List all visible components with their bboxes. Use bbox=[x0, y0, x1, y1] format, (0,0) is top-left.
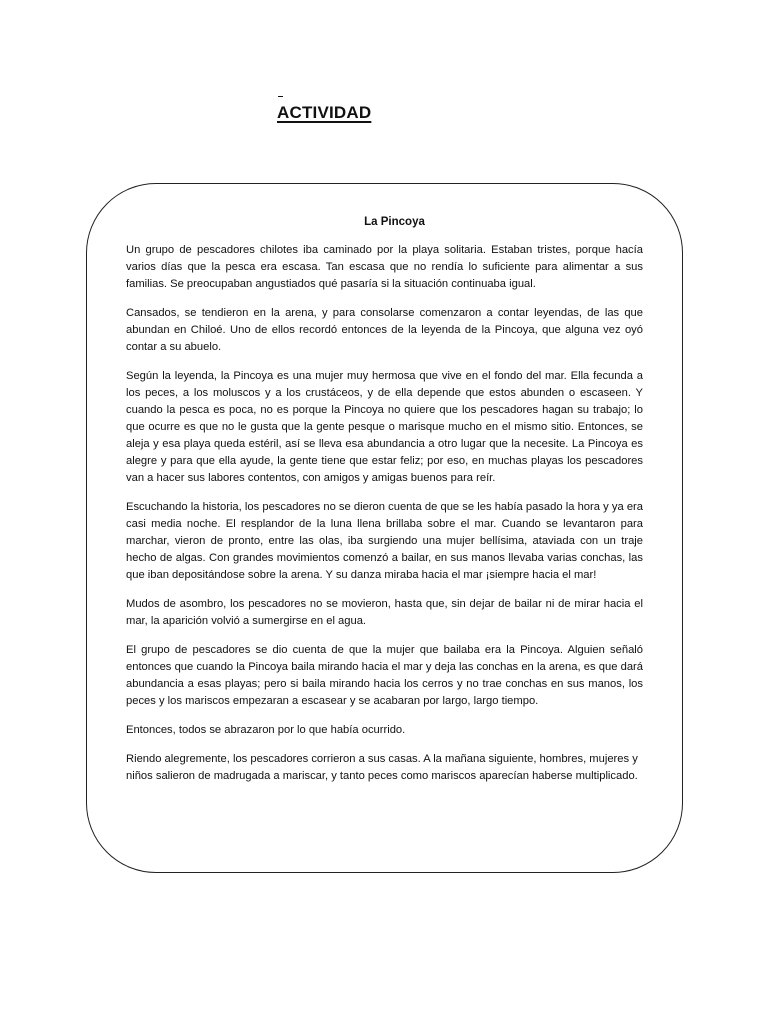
story-paragraph-8: Riendo alegremente, los pescadores corrieron a sus casas. A la mañana siguiente, hombres, mujeres y niños salieron de madrugada a mariscar, y tanto peces como mariscos aparecían haberse multiplicado. bbox=[126, 753, 638, 782]
story-paragraph-3: Según la leyenda, la Pincoya es una mujer muy hermosa que vive en el fondo del mar. Ella fecunda a los peces, a los moluscos y a los crustáceos, y de ella depende que estos abunden o escaseen. Y cuando la pesca es poca, no es porque la Pincoya no quiere que los pescadores hagan su trabajo; lo que ocurre es que no le gusta que la gente pesque o marisque mucho en el mismo sitio. Entonces, se aleja y esa playa queda estéril, así se lleva esa abundancia a otro lugar que la necesite. La Pincoya es alegre y para que ella ayude, la gente tiene que estar feliz; por eso, en muchas playas los pescadores van a hacer sus labores contentos, con amigos y amigas buenos para reír. bbox=[126, 370, 643, 484]
story-content bbox=[126, 216, 643, 797]
story-paragraph-2: Cansados, se tendieron en la arena, y para consolarse comenzaron a contar leyendas, de las que abundan en Chiloé. Uno de ellos recordó entonces de la leyenda de la Pincoya, que alguna vez oyó contar a su abuelo. bbox=[126, 307, 643, 353]
story-paragraph-7: Entonces, todos se abrazaron por lo que había ocurrido. bbox=[126, 724, 406, 736]
top-dash-mark bbox=[278, 96, 283, 97]
story-title: La Pincoya bbox=[364, 216, 425, 228]
story-paragraph-5: Mudos de asombro, los pescadores no se movieron, hasta que, sin dejar de bailar ni de mirar hacia el mar, la aparición volvió a sumergirse en el agua. bbox=[126, 598, 643, 627]
activity-heading: ACTIVIDAD bbox=[277, 103, 372, 122]
story-paragraph-6: El grupo de pescadores se dio cuenta de que la mujer que bailaba era la Pincoya. Alguien señaló entonces que cuando la Pincoya baila mirando hacia el mar y deja las conchas en la arena, es que dará abundancia a esas playas; pero si baila mirando hacia los cerros y no trae conchas en sus manos, los peces y los mariscos empezaran a escasear y se acabaran por largo, largo tiempo. bbox=[126, 644, 643, 707]
story-paragraph-4: Escuchando la historia, los pescadores no se dieron cuenta de que se les había pasado la hora y ya era casi media noche. El resplandor de la luna llena brillaba sobre el mar. Cuando se levantaron para marchar, vieron de pronto, entre las olas, iba surgiendo una mujer bellísima, ataviada con un traje hecho de algas. Con grandes movimientos comenzó a bailar, en sus manos llevaba varias conchas, las que iban depositándose sobre la arena. Y su danza miraba hacia el mar ¡siempre hacia el mar! bbox=[126, 501, 643, 581]
story-paragraph-1: Un grupo de pescadores chilotes iba caminado por la playa solitaria. Estaban tristes, porque hacía varios días que la pesca era escasa. Tan escasa que no rendía lo suficiente para alimentar a sus familias. Se preocupaban angustiados qué pasaría si la situación continuaba igual. bbox=[126, 244, 643, 290]
